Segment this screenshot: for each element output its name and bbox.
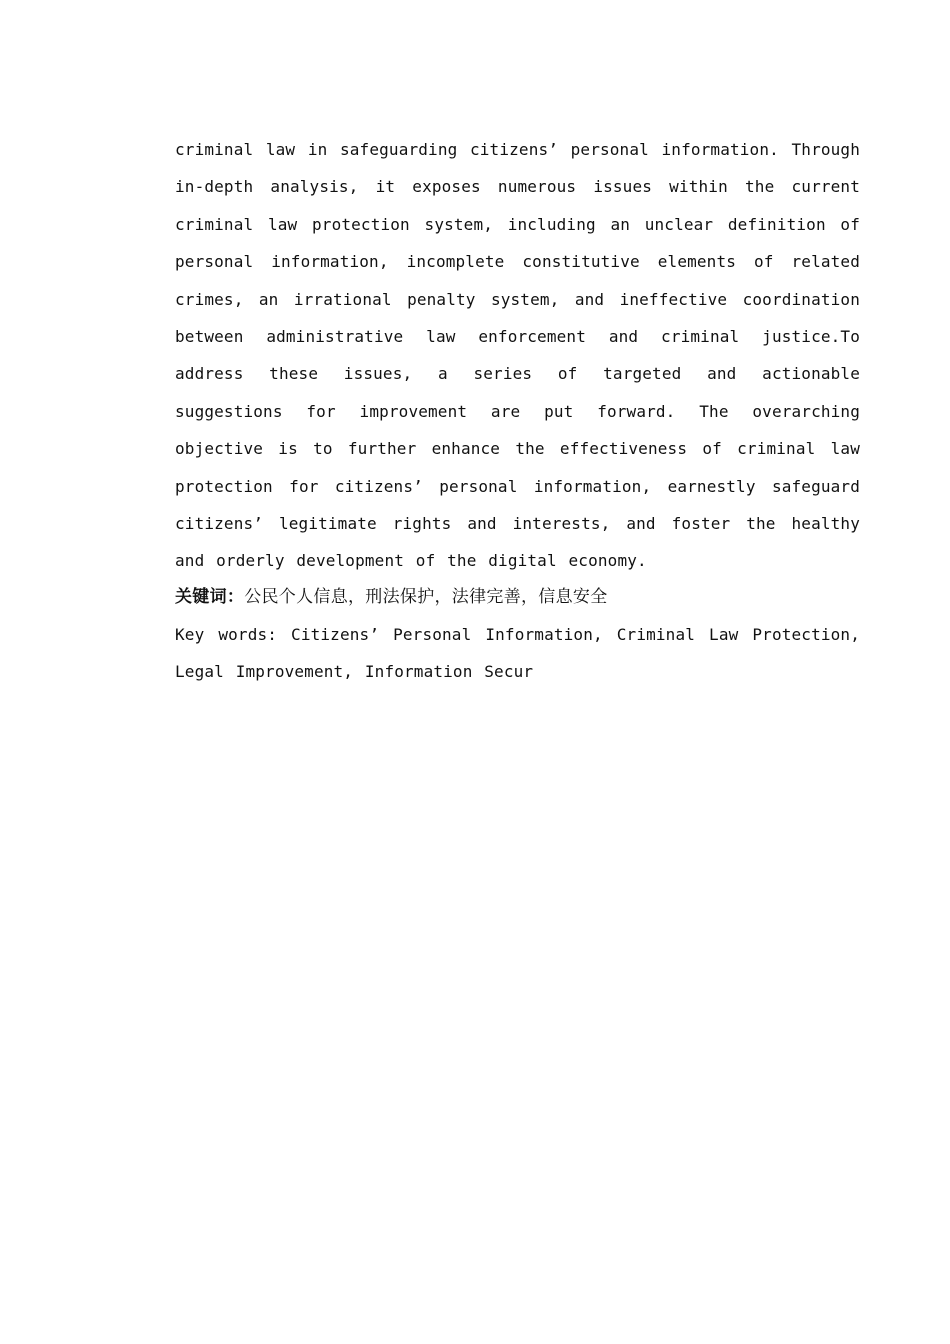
- chinese-keywords: [175, 580, 860, 614]
- chinese-keywords-label: 关键词：: [175, 586, 245, 607]
- abstract-body-text: criminal law in safeguarding citizens’ personal information. Through in-depth analysis, it exposes numerous issues within the current criminal law protection system, including an unclear definition of personal information, incomplete constitutive elements of related crimes, an irrational penalty system, and ineffective coordination between administrative law enforcement and criminal justice.To address these issues, a series of targeted and actionable suggestions for improvement are put forward. The overarching objective is to further enhance the effectiveness of criminal law protection for citizens’ personal information, earnestly safeguard citizens’ legitimate rights and interests, and foster the healthy and orderly development of the digital economy.: [175, 140, 860, 571]
- english-keywords: Key words: Citizens’ Personal Information, Criminal Law Protection, Legal Improvement, Information Secur: [175, 624, 860, 682]
- abstract-section: [175, 131, 860, 691]
- chinese-keywords-text: 公民个人信息，刑法保护，法律完善，信息安全: [244, 586, 608, 607]
